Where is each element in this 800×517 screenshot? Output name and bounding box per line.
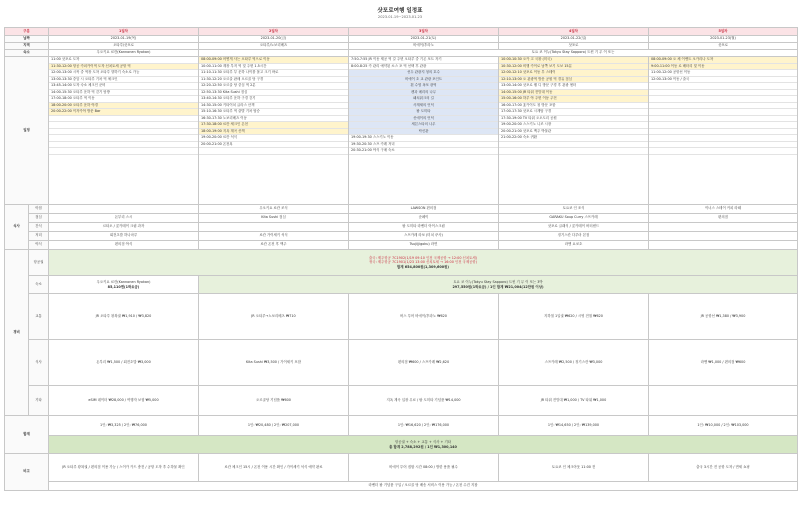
schedule-item: 20:00-21:00 온천욕 bbox=[199, 142, 348, 149]
schedule-item: 12:00-13:00 시작 중 역장 도착 오타루 향하기 숙소로 가능 bbox=[49, 70, 198, 77]
schedule-item: 12:00-12:10 삿포로 이동 부 스테이 bbox=[499, 70, 648, 77]
notes-bottom-row bbox=[5, 482, 798, 491]
latenight-day-5 bbox=[649, 241, 798, 250]
transport-day-2: JR 오타루→노보리베츠 ₩710 bbox=[199, 294, 349, 340]
schedule-item: 08:00-09:00 어떻게 사는 오타루 역으로 이동 bbox=[199, 57, 348, 64]
lodging-label: 숙소 bbox=[5, 50, 49, 57]
schedule-item: 19:00-19:30 스스키노 이동 bbox=[349, 135, 498, 142]
day-3-5-lodging: 토요 코 이누(Tokyu Stay Sapporo) 트윈 기 무 이 또는 bbox=[349, 50, 798, 57]
day-1-region: 오타루/삿포로 bbox=[49, 43, 199, 50]
latenight-day-3: Tsuji(jigoku) 라면 bbox=[349, 241, 499, 250]
cost-transport-row bbox=[5, 294, 798, 340]
schedule-item: 19:30-20:30 스프 카레 저녁 bbox=[349, 142, 498, 149]
schedule-item: 17:30-18:00 료칸 체크인 온천 bbox=[199, 122, 348, 129]
food-day-1: 돈부리 ₩1,500 / 회전초밥 ₩3,000 bbox=[49, 340, 199, 386]
day-5-name: 5일차 bbox=[649, 28, 798, 36]
day-2-date: 2023-01-20(금) bbox=[199, 36, 349, 43]
flight-info bbox=[49, 250, 798, 276]
schedule-item: 12:20-12:50 오르골 당 중심 역 2분 bbox=[199, 83, 348, 90]
schedule-item: 11:00 삿포로 도착 bbox=[49, 57, 198, 64]
subtotal-day-3: 1인: ₩16,620 / 2인: ₩176,000 bbox=[349, 416, 499, 436]
schedule-item: 9:00-11:00 이동 로 배터리 및 이동 bbox=[649, 64, 797, 71]
lodging-cost-label: 숙소 bbox=[29, 276, 49, 294]
schedule-item: 16:00-17:00 홋카이도 청 방문 포함 bbox=[499, 103, 648, 110]
schedule-item: 사계채의 언덕 bbox=[349, 103, 498, 110]
schedule-item: 10:00-10:30 오카 고 국왕 (미국) bbox=[499, 57, 648, 64]
schedule-item: 8:00-8:25 카 관리 예약된 소스 포 역 선택 후 관광 bbox=[349, 64, 498, 71]
dinner-day-4: 징기스칸 다루마 본점 bbox=[499, 232, 649, 241]
flight-label: 항공권 bbox=[29, 250, 49, 276]
grand-total-formula: 항공권 + 숙소 + 교통 + 식사 + 기타 bbox=[394, 440, 451, 445]
meal-row-breakfast bbox=[5, 205, 798, 214]
lunch-day-4: GARAKU Soup Curry 스프카레 bbox=[499, 214, 649, 223]
schedule-item: 13:00-13:30 중앙 시 오타루 기차 역 체크인 bbox=[49, 77, 198, 84]
schedule-item: 10:30-12:00 비행 카이로 남쪽 보기 도보 15분 bbox=[499, 64, 648, 71]
schedule-item: 13:45-14:00 도착 숙소 체크인 준비 bbox=[49, 83, 198, 90]
schedule-item: 11:30-12:20 오르골 판매 오르골 당 구경 bbox=[199, 77, 348, 84]
schedule-item bbox=[49, 148, 198, 155]
schedule-item: 14:30-15:00 키타이치 글라스 산책 bbox=[199, 103, 348, 110]
flight-total: 합계 654,800원(1,309,600원) bbox=[397, 264, 449, 269]
food-day-4: 스프카레 ₩2,500 / 징기스칸 ₩3,000 bbox=[499, 340, 649, 386]
schedule-item: 12:00-13:00 이동 / 출국 bbox=[649, 77, 797, 84]
transport-day-3: 버스 투어 비에이/후라노 ₩620 bbox=[349, 294, 499, 340]
transport-day-4: 지하철 1일권 ₩620 / 시영 전철 ₩620 bbox=[499, 294, 649, 340]
latenight-label: 야식 bbox=[29, 241, 49, 250]
day-1-date: 2023-01-19(목) bbox=[49, 36, 199, 43]
subtotal-day-2: 1인: ₩20,480 / 2인: ₩207,000 bbox=[199, 416, 349, 436]
cost-etc-row bbox=[5, 386, 798, 416]
flight-outbound: 출국: 제주항공 7C1902(1/19 09:10 인천 국제공항 → 12:00 신치토세) bbox=[369, 256, 477, 261]
total-label: 합계 bbox=[5, 416, 49, 454]
schedule-item: 흰 수염 폭포 광역 bbox=[349, 83, 498, 90]
schedule-item: 21:00-22:00 숙소 귀환 bbox=[499, 135, 648, 142]
snack-day-5 bbox=[649, 223, 798, 232]
food-label: 식사 bbox=[29, 340, 49, 386]
notes-label: 비고 bbox=[5, 454, 49, 491]
lodging-cost-1-text: 우오키요 료칸(Kannonen Ryokan) bbox=[96, 280, 151, 285]
lunch-day-3: 준페이 bbox=[349, 214, 499, 223]
etc-day-4: JR 타워 전망대 ₩1,000 / TV 타워 ₩1,000 bbox=[499, 386, 649, 416]
schedule-item: 19:00-20:00 료칸 석식 bbox=[199, 135, 348, 142]
meal-row-lunch bbox=[5, 214, 798, 223]
breakfast-day-3: LAWSON 편의점 bbox=[349, 205, 499, 214]
lodging-cost-1-amount: 85,110엔(1박요금) bbox=[107, 284, 140, 289]
dinner-day-1: 회전초밥 하나마루 bbox=[49, 232, 199, 241]
transport-day-1: JR 오타루 왕복권 ₩1,910 / ₩3,820 bbox=[49, 294, 199, 340]
snack-day-1: 르타오 / 롯카테이 크림 과자 bbox=[49, 223, 199, 232]
notes-bottom: 라벤더 팜 기념품 구입 / 오르골 당 배송 서비스 이용 가능 / 온천 수건 지참 bbox=[49, 482, 798, 491]
schedule-item: 13:00-14:00 삿포로 웰 디 방문 구경 후 관광 센터 bbox=[499, 83, 648, 90]
lodging-cost-2-text: 토요 코 이누(Tokyu Stay Sapporo) 트윈 기 무 이 또는 3박 bbox=[453, 280, 543, 285]
itinerary-table bbox=[4, 27, 798, 491]
lunch-label: 점심 bbox=[29, 214, 49, 223]
day-4-region: 삿포로 bbox=[499, 43, 649, 50]
breakfast-day-1 bbox=[49, 205, 199, 214]
lunch-day-1: 돈부리 스시 bbox=[49, 214, 199, 223]
meal-row-snack bbox=[5, 223, 798, 232]
schedule-label: 일정 bbox=[5, 57, 49, 205]
etc-day-5 bbox=[649, 386, 798, 416]
schedule-item: 7:50-7:55 JR 이동 제공 역 갈 주변 오타루 중 기존 포트 자기 bbox=[349, 57, 498, 64]
food-day-3: 편의점 ₩600 / 스프카레 ₩2,620 bbox=[349, 340, 499, 386]
day-1-name: 1일차 bbox=[49, 28, 199, 36]
lodging-cost-2-amount: 297,550원(1박요금) / 1인 합계 ₩21,004(12만원 이상) bbox=[452, 284, 544, 289]
grand-total-amount: 총 합계 2,788,292원 / 1인 ₩1,300,140 bbox=[389, 444, 457, 449]
cost-food-row bbox=[5, 340, 798, 386]
itinerary-sheet bbox=[4, 27, 797, 513]
latenight-day-4: 라멘 요코초 bbox=[499, 241, 649, 250]
lodging-cost-day-2-5 bbox=[199, 276, 798, 294]
schedule-item: 패치워크의 길 bbox=[349, 96, 498, 103]
schedule-item: 선두 관광지 청의 호수 bbox=[349, 70, 498, 77]
day-3-schedule bbox=[349, 57, 499, 205]
schedule-item: 12:10-13:00 오 관광역 방문 공원 역 경유 점심 bbox=[499, 77, 648, 84]
schedule-item: 켄과 메리의 나무 bbox=[349, 90, 498, 97]
snack-day-2 bbox=[199, 223, 349, 232]
day-5-schedule bbox=[649, 57, 798, 205]
schedule-item: 18:00-19:00 지옥 계곡 산책 bbox=[199, 129, 348, 136]
schedule-item: 11:10-11:30 오타루 부 운하 나이를 몰고 크기 바로 bbox=[199, 70, 348, 77]
latenight-day-2: 료칸 온천 후 맥주 bbox=[199, 241, 349, 250]
schedule-item: 17:00-17:30 삿포로 시계탑 구경 bbox=[499, 109, 648, 116]
grand-total bbox=[49, 436, 798, 454]
subtotal-day-5: 1인: ₩10,000 / 2인: ₩103,000 bbox=[649, 416, 798, 436]
breakfast-day-4: 토요코 인 조식 bbox=[499, 205, 649, 214]
schedule-row bbox=[5, 57, 798, 205]
subtotal-row bbox=[5, 416, 798, 436]
schedule-item: 19:00-20:00 스스키노 니조 시장 bbox=[499, 122, 648, 129]
meal-label: 식사 bbox=[5, 205, 29, 250]
schedule-item: 20:00-21:00 삿포로 맥주 박물관 bbox=[499, 129, 648, 136]
schedule-item: 11:00-12:00 공항선 이동 bbox=[649, 70, 797, 77]
day-1-lodging: 우오키요 료칸(Kannonen Ryokan) bbox=[49, 50, 199, 57]
day-2-lodging bbox=[199, 50, 349, 57]
snack-label: 간식 bbox=[29, 223, 49, 232]
transport-label: 교통 bbox=[29, 294, 49, 340]
day-5-date: 2023-01-23(월) bbox=[649, 36, 798, 43]
schedule-item: 17:00-18:00 오타루 역 이동 bbox=[49, 96, 198, 103]
schedule-item: 12:50-13:30 Kita Sushi 점심 bbox=[199, 90, 348, 97]
subtotal-day-4: 1인: ₩14,650 / 2인: ₩139,000 bbox=[499, 416, 649, 436]
schedule-item: 15:10-16:30 오타루 역 출발 기차 탑승 bbox=[199, 109, 348, 116]
day-5-region: 삿포로 bbox=[649, 43, 798, 50]
schedule-item: 세븐스타의 나무 bbox=[349, 122, 498, 129]
day-4-name: 4일차 bbox=[499, 28, 649, 36]
date-label: 날짜 bbox=[5, 36, 49, 43]
schedule-item: 13:40-14:30 오타루 운하 구경 걷기 bbox=[199, 96, 348, 103]
schedule-item: 17:30-19:00 TV 타워 오오도리 공원 bbox=[499, 116, 648, 123]
notes-day-2: 료칸 체크인 15시 / 온천 이용 시간 확인 / 가이세키 석식 예약 완료 bbox=[199, 454, 349, 482]
schedule-item: 팜 도미타 bbox=[349, 109, 498, 116]
day-4-schedule bbox=[499, 57, 649, 205]
cost-label: 경비 bbox=[5, 250, 29, 416]
region-row bbox=[5, 43, 798, 50]
dinner-day-3: 스프카레 라보 (미치 쿠사) bbox=[349, 232, 499, 241]
day-1-schedule bbox=[49, 57, 199, 205]
schedule-item: 18:00-20:00 오타루 운하 야경 bbox=[49, 103, 198, 110]
schedule-item bbox=[649, 148, 797, 155]
page-subtitle: 2023.01.19~2023.01.23 bbox=[377, 15, 423, 19]
latenight-day-1: 편의점 야식 bbox=[49, 241, 199, 250]
day-2-region: 오타루/노보리베츠 bbox=[199, 43, 349, 50]
snack-day-4: 삿포로 클래식 / 롯카테이 버터샌드 bbox=[499, 223, 649, 232]
transport-day-5: JR 공항선 ₩1,380 / ₩3,900 bbox=[649, 294, 798, 340]
schedule-item: 14:00-15:30 오타루 운하 역 걷기 탐방 bbox=[49, 90, 198, 97]
schedule-item: 탁신관 bbox=[349, 129, 498, 136]
subtotal-day-1: 1인: ₩3,325 / 2인: ₩76,000 bbox=[49, 416, 199, 436]
schedule-item: 14:00-15:00 JR 타워 전망대 이동 bbox=[499, 90, 648, 97]
etc-day-1: eSIM 데이터 ₩28,000 / 여행자 보험 ₩5,000 bbox=[49, 386, 199, 416]
grand-total-row bbox=[5, 436, 798, 454]
etc-day-2: 오르골당 기념품 ₩600 bbox=[199, 386, 349, 416]
breakfast-label: 아침 bbox=[29, 205, 49, 214]
page-title: 삿포로여행 일정표 bbox=[377, 8, 423, 14]
meal-row-latenight bbox=[5, 241, 798, 250]
schedule-item: 신에이의 언덕 bbox=[349, 116, 498, 123]
region-label: 지역 bbox=[5, 43, 49, 50]
food-day-5: 라멘 ₩1,000 / 편의점 ₩600 bbox=[649, 340, 798, 386]
dinner-day-2: 료칸 가이세키 석식 bbox=[199, 232, 349, 241]
cost-lodging-row bbox=[5, 276, 798, 294]
schedule-item: 16:30-17:30 노보리베츠 이동 bbox=[199, 116, 348, 123]
day-3-region: 비에이/후라노 bbox=[349, 43, 499, 50]
etc-label: 기타 bbox=[29, 386, 49, 416]
notes-day-4: 토요코 인 체크아웃 11:00 전 bbox=[499, 454, 649, 482]
day-3-name: 3일차 bbox=[349, 28, 499, 36]
lunch-day-2: Kita Sushi 점심 bbox=[199, 214, 349, 223]
meal-row-dinner bbox=[5, 232, 798, 241]
dinner-day-5 bbox=[649, 232, 798, 241]
schedule-item: 08:00-09:00 오 체 이벤트 오카리나 도착 bbox=[649, 57, 797, 64]
etc-day-3: 지옥 계곡 입장 무료 / 팜 도미타 기념품 ₩14,000 bbox=[349, 386, 499, 416]
dinner-label: 저녁 bbox=[29, 232, 49, 241]
notes-day-1: JR 오타루 왕복권 / 편의점 이용 가능 / 스이카 카드 충전 / 공항 도착 후 수하물 확인 bbox=[49, 454, 199, 482]
schedule-item: 15:00-16:00 하루 야 주변 이동 주전 bbox=[499, 96, 648, 103]
day-2-schedule bbox=[199, 57, 349, 205]
notes-day-3: 비에이 투어 집합 시간 08:00 / 방한 용품 필수 bbox=[349, 454, 499, 482]
breakfast-day-2: 우오키요 료칸 조식 bbox=[199, 205, 349, 214]
schedule-item bbox=[499, 148, 648, 155]
lodging-cost-day-1 bbox=[49, 276, 199, 294]
schedule-item: 비에이 초 교 관광 포인트 bbox=[349, 77, 498, 84]
day-3-date: 2023-01-21(토) bbox=[349, 36, 499, 43]
food-day-2: Kita Sushi ₩3,500 / 가이세키 포함 bbox=[199, 340, 349, 386]
cost-flight-row bbox=[5, 250, 798, 276]
notes-day-5: 출국 3시간 전 공항 도착 / 면세 쇼핑 bbox=[649, 454, 798, 482]
gubun-label: 구분 bbox=[5, 28, 49, 36]
snack-day-3: 팜 도미타 라벤더 아이스크림 bbox=[349, 223, 499, 232]
schedule-item: 20:00-22:00 이자카야 방문 Bar bbox=[49, 109, 198, 116]
flight-return: 귀국: 제주항공 7C1901(1/23 13:00 신치토세 → 16:00 인천 국제공항) bbox=[369, 260, 477, 265]
date-row bbox=[5, 36, 798, 43]
notes-row bbox=[5, 454, 798, 482]
lunch-day-5: 편의점 bbox=[649, 214, 798, 223]
schedule-item bbox=[199, 148, 348, 155]
schedule-item: 20:30-21:00 야식 구매 숙소 bbox=[349, 148, 498, 155]
breakfast-day-5: 이너스 스테이 커피 라떼 bbox=[649, 205, 798, 214]
lodging-row bbox=[5, 50, 798, 57]
day-header-row bbox=[5, 28, 798, 36]
schedule-item: 11:30-12:00 항공 카피카이역 도착 신치토세 공항 역 bbox=[49, 64, 198, 71]
day-4-date: 2023-01-22(일) bbox=[499, 36, 649, 43]
day-2-name: 2일차 bbox=[199, 28, 349, 36]
schedule-item: 10:00-11:00 계장 부저 역 및 주변 1.5시간 bbox=[199, 64, 348, 71]
